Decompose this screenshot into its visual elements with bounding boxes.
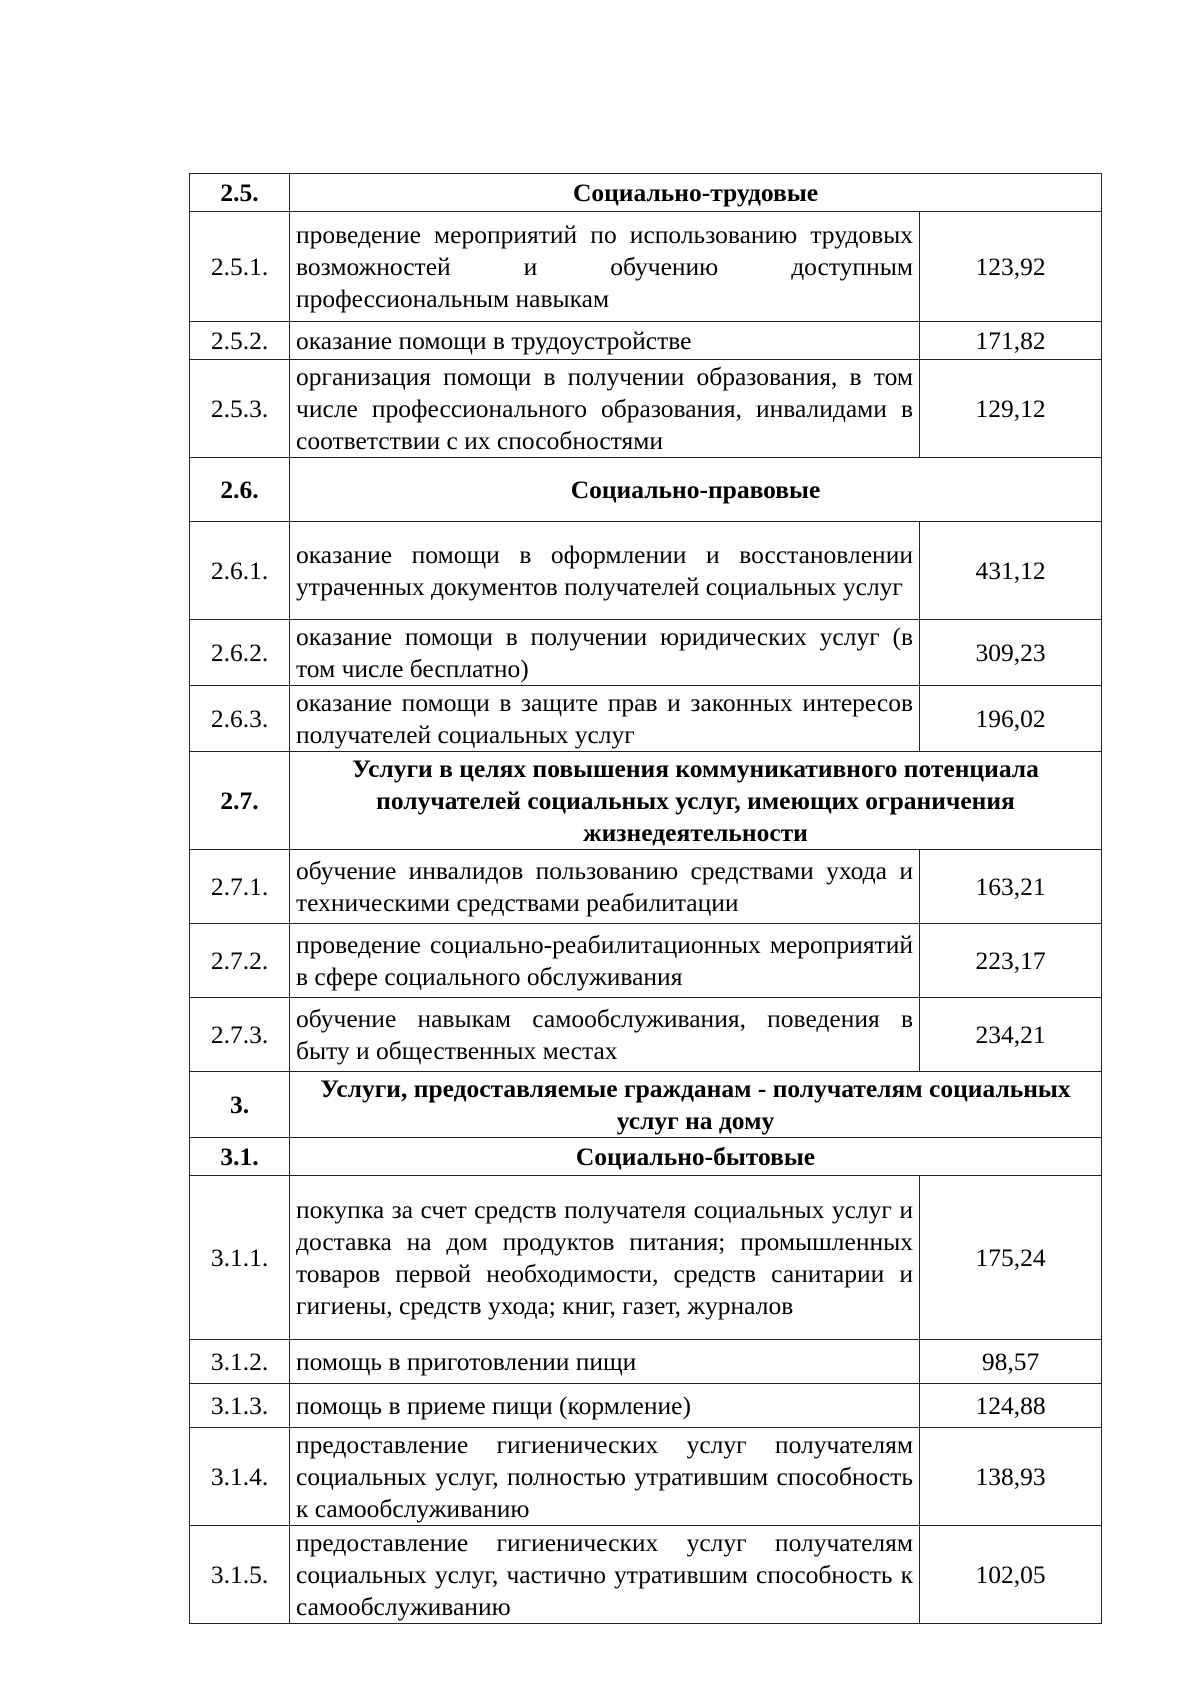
table-row bbox=[190, 322, 1102, 360]
row-description: проведение социально-реабилитационных мероприятий в сфере социального обслуживания bbox=[290, 924, 920, 998]
row-price: 175,24 bbox=[920, 1176, 1102, 1340]
table-row bbox=[190, 850, 1102, 924]
table-row bbox=[190, 924, 1102, 998]
section-title: Социально-бытовые bbox=[290, 1138, 1102, 1176]
section-header-row bbox=[190, 1138, 1102, 1176]
row-price: 431,12 bbox=[920, 522, 1102, 620]
row-price: 98,57 bbox=[920, 1340, 1102, 1384]
row-number: 2.6.2. bbox=[190, 620, 290, 686]
row-description: помощь в приготовлении пищи bbox=[290, 1340, 920, 1384]
row-description: обучение инвалидов пользованию средствами ухода и техническими средствами реабилитации bbox=[290, 850, 920, 924]
section-title: Социально-трудовые bbox=[290, 174, 1102, 212]
row-price: 171,82 bbox=[920, 322, 1102, 360]
row-description: организация помощи в получении образования, в том числе профессионального образования, инвалидами в соответствии с их способностями bbox=[290, 360, 920, 458]
row-description: оказание помощи в защите прав и законных интересов получателей социальных услуг bbox=[290, 686, 920, 752]
section-number: 2.6. bbox=[190, 458, 290, 522]
table-row bbox=[190, 1526, 1102, 1624]
table-row bbox=[190, 1384, 1102, 1428]
row-number: 2.6.1. bbox=[190, 522, 290, 620]
row-price: 123,92 bbox=[920, 212, 1102, 322]
row-number: 2.7.2. bbox=[190, 924, 290, 998]
table-row bbox=[190, 1428, 1102, 1526]
row-price: 223,17 bbox=[920, 924, 1102, 998]
row-number: 2.7.1. bbox=[190, 850, 290, 924]
tariff-table bbox=[189, 173, 1102, 1624]
section-header-row bbox=[190, 458, 1102, 522]
row-number: 3.1.3. bbox=[190, 1384, 290, 1428]
row-price: 102,05 bbox=[920, 1526, 1102, 1624]
row-description: оказание помощи в оформлении и восстановлении утраченных документов получателей социальных услуг bbox=[290, 522, 920, 620]
section-title: Услуги в целях повышения коммуникативного потенциала получателей социальных услуг, имеющих ограничения жизнедеятельности bbox=[290, 752, 1102, 850]
row-description: оказание помощи в трудоустройстве bbox=[290, 322, 920, 360]
row-price: 129,12 bbox=[920, 360, 1102, 458]
row-description: предоставление гигиенических услуг получателям социальных услуг, полностью утратившим способность к самообслуживанию bbox=[290, 1428, 920, 1526]
section-header-row bbox=[190, 752, 1102, 850]
table-row bbox=[190, 620, 1102, 686]
row-description: оказание помощи в получении юридических услуг (в том числе бесплатно) bbox=[290, 620, 920, 686]
section-header-row bbox=[190, 174, 1102, 212]
row-price: 309,23 bbox=[920, 620, 1102, 686]
table-row bbox=[190, 998, 1102, 1072]
row-description: помощь в приеме пищи (кормление) bbox=[290, 1384, 920, 1428]
table-row bbox=[190, 1176, 1102, 1340]
table-row bbox=[190, 1340, 1102, 1384]
row-number: 2.6.3. bbox=[190, 686, 290, 752]
row-number: 2.5.3. bbox=[190, 360, 290, 458]
row-description: проведение мероприятий по использованию трудовых возможностей и обучению доступным профессиональным навыкам bbox=[290, 212, 920, 322]
section-number: 2.7. bbox=[190, 752, 290, 850]
row-price: 138,93 bbox=[920, 1428, 1102, 1526]
table-row bbox=[190, 686, 1102, 752]
row-number: 3.1.4. bbox=[190, 1428, 290, 1526]
row-number: 3.1.1. bbox=[190, 1176, 290, 1340]
row-price: 163,21 bbox=[920, 850, 1102, 924]
row-price: 196,02 bbox=[920, 686, 1102, 752]
table-row bbox=[190, 212, 1102, 322]
row-number: 2.7.3. bbox=[190, 998, 290, 1072]
row-number: 2.5.1. bbox=[190, 212, 290, 322]
section-number: 2.5. bbox=[190, 174, 290, 212]
section-title: Социально-правовые bbox=[290, 458, 1102, 522]
section-number: 3.1. bbox=[190, 1138, 290, 1176]
row-description: предоставление гигиенических услуг получателям социальных услуг, частично утратившим способность к самообслуживанию bbox=[290, 1526, 920, 1624]
row-number: 3.1.5. bbox=[190, 1526, 290, 1624]
section-title: Услуги, предоставляемые гражданам - получателям социальных услуг на дому bbox=[290, 1072, 1102, 1138]
section-number: 3. bbox=[190, 1072, 290, 1138]
table-row bbox=[190, 360, 1102, 458]
row-description: покупка за счет средств получателя социальных услуг и доставка на дом продуктов питания; промышленных товаров первой необходимости, средств санитарии и гигиены, средств ухода; книг, газет, журналов bbox=[290, 1176, 920, 1340]
row-price: 124,88 bbox=[920, 1384, 1102, 1428]
section-header-row bbox=[190, 1072, 1102, 1138]
row-price: 234,21 bbox=[920, 998, 1102, 1072]
row-description: обучение навыкам самообслуживания, поведения в быту и общественных местах bbox=[290, 998, 920, 1072]
table-row bbox=[190, 522, 1102, 620]
row-number: 2.5.2. bbox=[190, 322, 290, 360]
row-number: 3.1.2. bbox=[190, 1340, 290, 1384]
